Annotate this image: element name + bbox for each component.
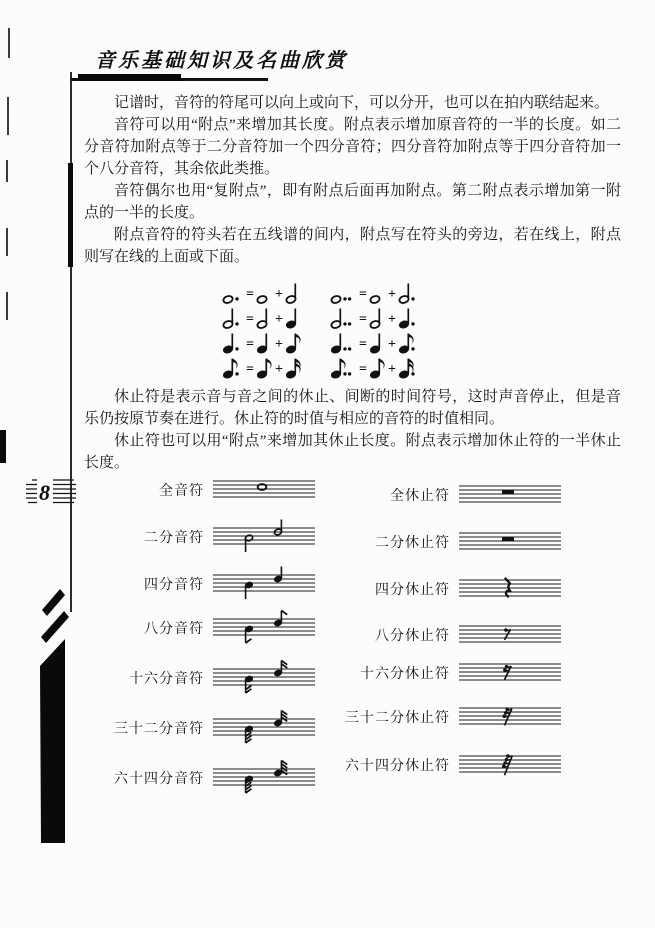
note-example-label: 二分音符: [144, 531, 204, 546]
rest-example-row: [328, 697, 562, 737]
gutter-mark: [6, 228, 8, 256]
equals-sign: =: [246, 287, 254, 302]
note-example-label: 三十二分音符: [114, 722, 204, 737]
rest-example-row: [328, 569, 562, 609]
equals-sign: =: [359, 312, 367, 327]
note-example-row: [82, 517, 316, 557]
whole-note-glyph: [368, 280, 387, 306]
whole-note-glyph: [221, 280, 245, 306]
staff-sixty-fourth-rest: [458, 745, 562, 785]
half-note-glyph: [329, 305, 358, 331]
plus-sign: +: [274, 362, 283, 377]
dot-equation-row: [221, 356, 303, 381]
dot-equation-row: [221, 306, 303, 331]
paragraph: 音符偶尔也用“复附点”，即有附点后面再加附点。第二附点表示增加第一附点的一半的长度。: [84, 183, 621, 221]
rest-example-label: 八分休止符: [375, 629, 450, 644]
eighth-note-glyph: [221, 355, 245, 381]
paragraph: 附点音符的符头若在五线谱的间内，附点写在符头的旁边，若在线上，附点则写在线的上面或下面。: [84, 227, 621, 265]
gutter-mark: [6, 160, 8, 182]
staff-quarter: [212, 564, 316, 604]
rest-example-row: [328, 615, 562, 655]
accent-stripe: [41, 611, 69, 643]
edge-ink-block: [0, 430, 6, 463]
left-border-rule: [70, 72, 72, 612]
note-example-row: [82, 708, 316, 748]
dot-equation-row: [329, 331, 421, 356]
quarter-note-glyph: [397, 305, 421, 331]
rest-example-label: 全休止符: [390, 489, 450, 504]
half-note-glyph: [397, 280, 421, 306]
quarter-note-glyph: [221, 330, 245, 356]
staff-sixteenth: [212, 658, 316, 698]
accent-bar: [40, 639, 65, 843]
half-note-glyph: [255, 305, 274, 331]
quarter-note-glyph: [284, 305, 303, 331]
plus-sign: +: [274, 312, 283, 327]
paragraph: 休止符也可以用“附点”来增加其休止长度。附点表示增加休止符的一半休止长度。: [84, 433, 621, 471]
staff-whole-rest: [458, 475, 562, 515]
equals-sign: =: [359, 337, 367, 352]
equals-sign: =: [359, 287, 367, 302]
note-example-row: [82, 564, 316, 604]
staff-half: [212, 517, 316, 557]
header-underline-thick: [78, 74, 181, 81]
staff-sixteenth-rest: [458, 653, 562, 693]
staff-eighth: [212, 608, 316, 648]
plus-sign: +: [387, 362, 396, 377]
whole-note-glyph: [255, 280, 274, 306]
note-example-label: 四分音符: [144, 578, 204, 593]
quarter-note-glyph: [255, 330, 274, 356]
rest-example-label: 三十二分休止符: [345, 711, 450, 726]
rest-example-label: 十六分休止符: [360, 667, 450, 682]
accent-stripe: [42, 589, 65, 616]
eighth-note-glyph: [368, 355, 387, 381]
staff-sixty-fourth: [212, 758, 316, 798]
single-dot-equations: [221, 281, 303, 381]
eighth-note-glyph: [255, 355, 274, 381]
diagonal-accent-bar: [34, 584, 74, 846]
staff-thirty-second: [212, 708, 316, 748]
dot-equation-row: [329, 306, 421, 331]
note-example-label: 十六分音符: [129, 672, 204, 687]
staff-thirty-second-rest: [458, 697, 562, 737]
eighth-note-glyph: [397, 330, 421, 356]
page-number-badge: [24, 477, 78, 507]
staff-eighth-rest: [458, 615, 562, 655]
half-note-glyph: [368, 305, 387, 331]
eighth-note-glyph: [284, 330, 303, 356]
staff-quarter-rest: [458, 569, 562, 609]
eighth-note-glyph: [329, 355, 358, 381]
rest-example-row: [328, 522, 562, 562]
rest-example-row: [328, 475, 562, 515]
note-example-row: [82, 608, 316, 648]
rest-example-label: 四分休止符: [375, 583, 450, 598]
equals-sign: =: [246, 337, 254, 352]
rest-example-row: [328, 653, 562, 693]
equals-sign: =: [246, 362, 254, 377]
body-text-block-2: [84, 386, 621, 474]
paragraph: 记谱时，音符的符尾可以向上或向下，可以分开，也可以在拍内联结起来。: [114, 95, 610, 111]
quarter-note-glyph: [368, 330, 387, 356]
dot-equation-row: [329, 356, 421, 381]
whole-note-glyph: [329, 280, 358, 306]
plus-sign: +: [387, 312, 396, 327]
rest-example-row: [328, 745, 562, 785]
note-example-label: 八分音符: [144, 622, 204, 637]
body-text-block-1: [84, 92, 621, 268]
gutter-mark: [7, 97, 9, 135]
note-example-label: 全音符: [159, 484, 204, 499]
equals-sign: =: [246, 312, 254, 327]
gutter-mark: [6, 292, 8, 320]
plus-sign: +: [387, 337, 396, 352]
plus-sign: +: [387, 287, 396, 302]
note-duration-examples: [82, 470, 322, 800]
note-example-row: [82, 470, 316, 510]
equals-sign: =: [359, 362, 367, 377]
paragraph: 休止符是表示音与音之间的休止、间断的时间符号，这时声音停止，但是音乐仍按原节奏在进行。休止符的时值与相应的音符的时值相同。: [84, 389, 621, 427]
rest-example-label: 六十四分休止符: [345, 759, 450, 774]
rest-duration-examples: [328, 475, 568, 795]
note-example-row: [82, 658, 316, 698]
gutter-mark: [8, 28, 10, 58]
dot-equation-row: [329, 281, 421, 306]
double-dot-equations: [329, 281, 421, 381]
rest-example-label: 二分休止符: [375, 536, 450, 551]
plus-sign: +: [274, 287, 283, 302]
sixteenth-note-glyph: [284, 355, 303, 381]
page-number: 8: [39, 480, 50, 505]
left-border-rule-thick-segment: [68, 163, 73, 267]
quarter-note-glyph: [329, 330, 358, 356]
half-note-glyph: [284, 280, 303, 306]
running-head-title: 音乐基础知识及名曲欣赏: [95, 50, 348, 72]
half-note-glyph: [221, 305, 245, 331]
dot-equation-row: [221, 281, 303, 306]
plus-sign: +: [274, 337, 283, 352]
staff-whole: [212, 470, 316, 510]
sixteenth-note-glyph: [397, 355, 421, 381]
dot-equation-row: [221, 331, 303, 356]
note-example-label: 六十四分音符: [114, 772, 204, 787]
staff-half-rest: [458, 522, 562, 562]
paragraph: 音符可以用“附点”来增加其长度。附点表示增加原音符的一半的长度。如二分音符加附点等于二分音符加一个四分音符；四分音符加附点等于四分音符加一个八分音符，其余依此类推。: [84, 117, 621, 177]
note-example-row: [82, 758, 316, 798]
